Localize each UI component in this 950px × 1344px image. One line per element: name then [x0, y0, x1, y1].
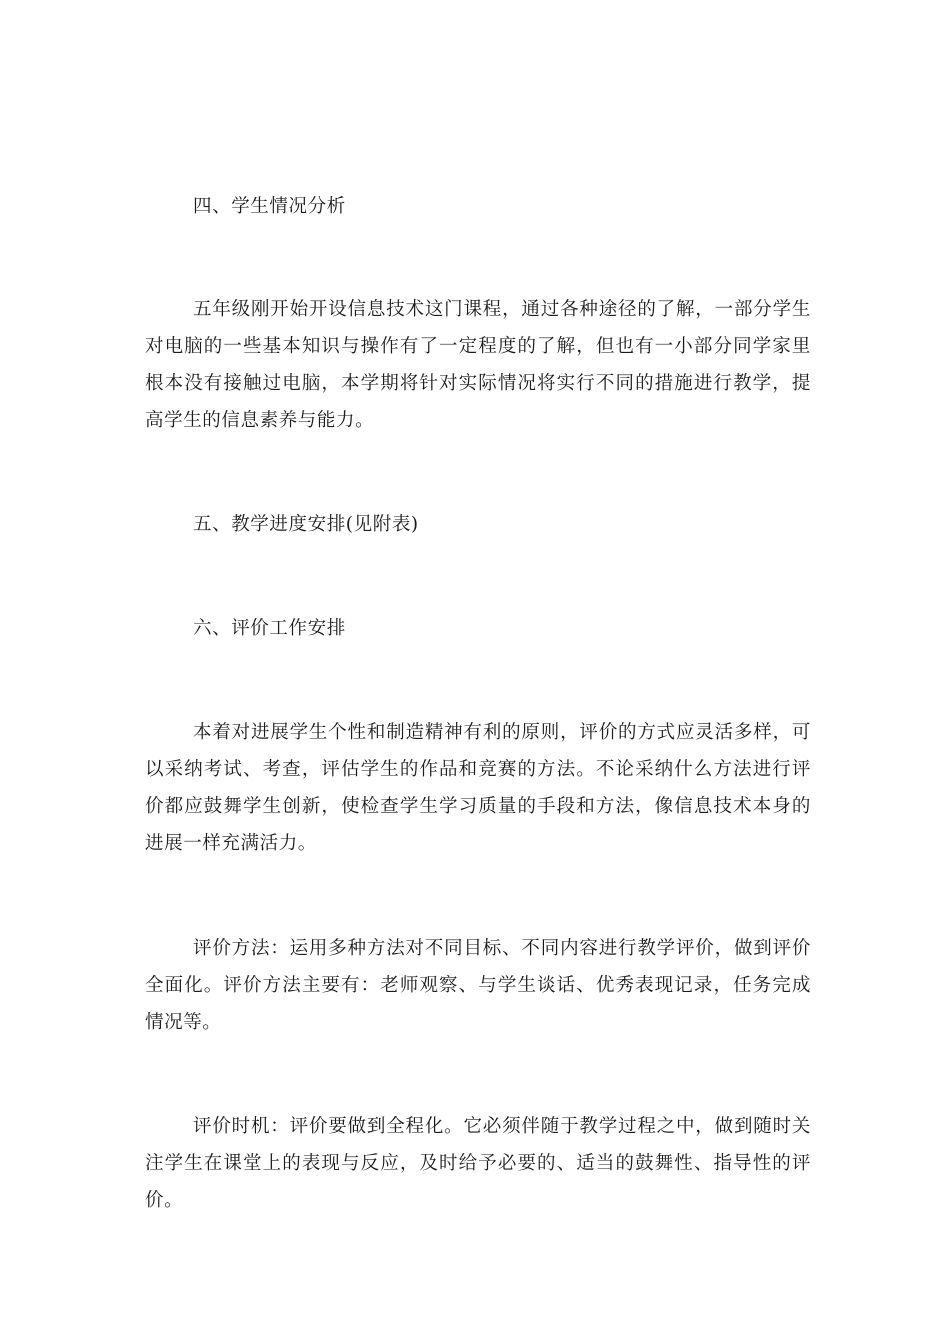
- paragraph-evaluation-timing: 评价时机：评价要做到全程化。它必须伴随于教学过程之中，做到随时关注学生在课堂上的表现与反应，及时给予必要的、适当的鼓舞性、指导性的评价。: [145, 1116, 811, 1211]
- paragraph-evaluation-principle: 本着对进展学生个性和制造精神有利的原则，评价的方式应灵活多样，可以采纳考试、考查，评估学生的作品和竞赛的方法。不论采纳什么方法进行评价都应鼓舞学生创新，使检查学生学习质量的手段和方法，像信息技术本身的进展一样充满活力。: [145, 722, 811, 854]
- section-heading-student-analysis: 四、学生情况分析: [193, 196, 346, 217]
- section-heading-teaching-schedule: 五、教学进度安排(见附表): [193, 514, 419, 535]
- section-heading-evaluation: 六、评价工作安排: [193, 618, 346, 639]
- paragraph-evaluation-method: 评价方法：运用多种方法对不同目标、不同内容进行教学评价，做到评价全面化。评价方法主要有：老师观察、与学生谈话、优秀表现记录，任务完成情况等。: [145, 938, 811, 1033]
- paragraph-student-analysis: 五年级刚开始开设信息技术这门课程，通过各种途径的了解，一部分学生对电脑的一些基本知识与操作有了一定程度的了解，但也有一小部分同学家里根本没有接触过电脑，本学期将针对实际情况将实行不同的措施进行教学，提高学生的信息素养与能力。: [145, 299, 811, 431]
